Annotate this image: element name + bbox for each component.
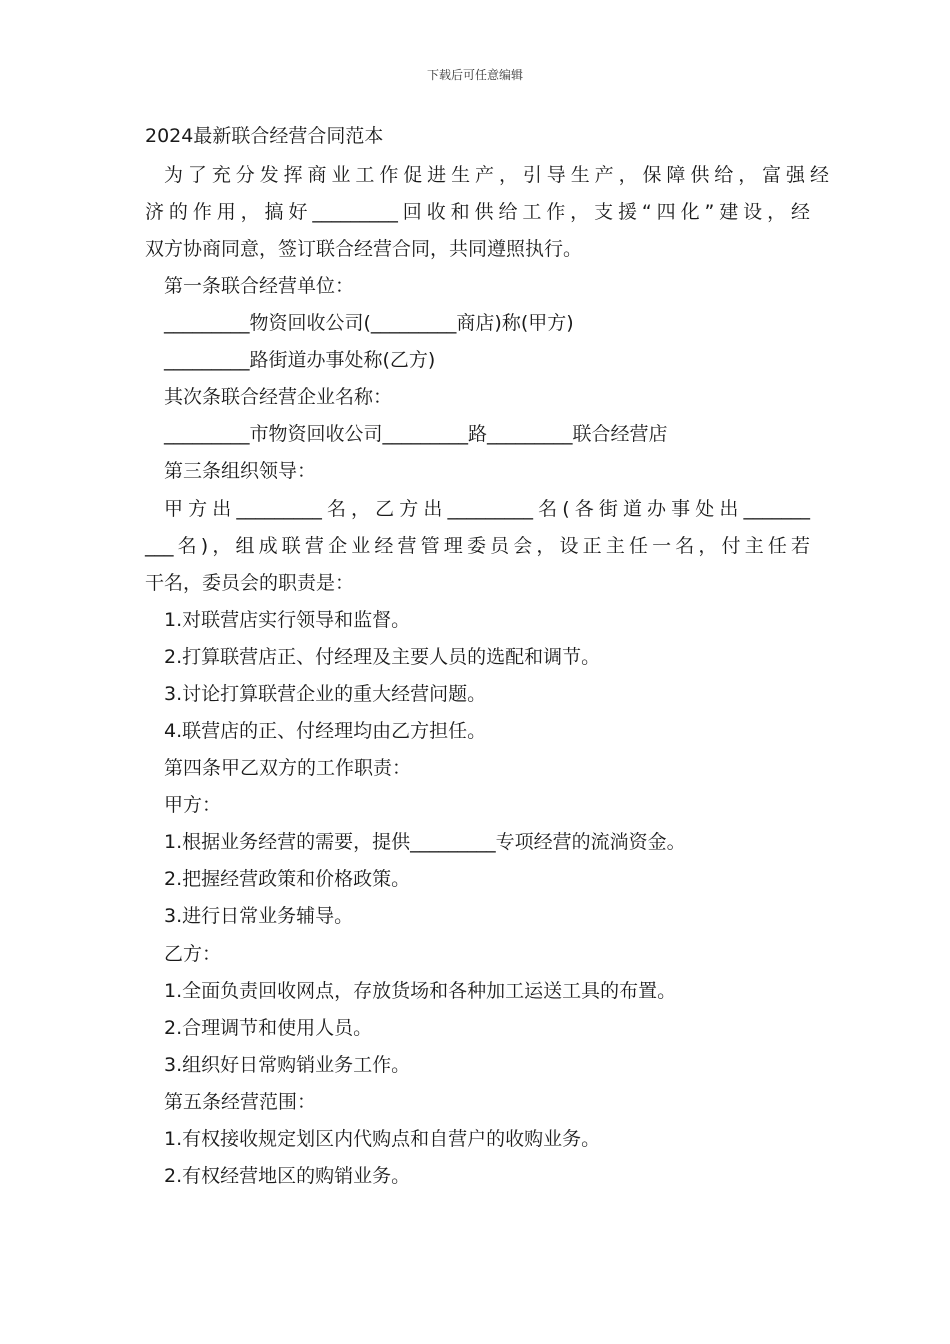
list-item: 3.组织好日常购销业务工作。 [164,1054,411,1076]
paragraph-line: 为了充分发挥商业工作促进生产，引导生产，保障供给，富强经 [164,164,829,186]
paragraph-line: ___名)，组成联营企业经营管理委员会，设正主任一名，付主任若 [145,535,810,557]
paragraph-line: 甲方出_________名，乙方出_________名(各街道办事处出_______ [164,498,810,520]
section-heading: 第三条组织领导： [164,460,317,482]
paragraph-line: _________路街道办事处称(乙方) [164,349,436,371]
section-heading: 第五条经营范围： [164,1091,317,1113]
document-title: 2024最新联合经营合同范本 [145,125,384,147]
list-item: 1.根据业务经营的需要，提供_________专项经营的流淌资金。 [164,831,686,853]
sub-heading: 甲方： [164,794,222,816]
list-item: 2.有权经营地区的购销业务。 [164,1165,411,1187]
paragraph-line: _________市物资回收公司_________路_________联合经营店 [164,423,668,445]
list-item: 2.打算联营店正、付经理及主要人员的选配和调节。 [164,646,601,668]
list-item: 1.对联营店实行领导和监督。 [164,609,411,631]
section-heading: 其次条联合经营企业名称： [164,386,393,408]
section-heading: 第一条联合经营单位： [164,275,355,297]
paragraph-line: 干名，委员会的职责是： [145,572,355,594]
list-item: 3.进行日常业务辅导。 [164,905,354,927]
paragraph-line: 双方协商同意，签订联合经营合同，共同遵照执行。 [145,238,583,260]
paragraph-line: 济的作用，搞好_________回收和供给工作，支援“四化”建设，经 [145,201,810,223]
page-header: 下载后可任意编辑 [426,68,523,82]
list-item: 4.联营店的正、付经理均由乙方担任。 [164,720,487,742]
list-item: 1.全面负责回收网点，存放货场和各种加工运送工具的布置。 [164,980,677,1002]
list-item: 1.有权接收规定划区内代购点和自营户的收购业务。 [164,1128,601,1150]
list-item: 2.把握经营政策和价格政策。 [164,868,411,890]
sub-heading: 乙方： [164,943,222,965]
paragraph-line: _________物资回收公司(_________商店)称(甲方) [164,312,574,334]
section-heading: 第四条甲乙双方的工作职责： [164,757,412,779]
list-item: 2.合理调节和使用人员。 [164,1017,373,1039]
list-item: 3.讨论打算联营企业的重大经营问题。 [164,683,487,705]
